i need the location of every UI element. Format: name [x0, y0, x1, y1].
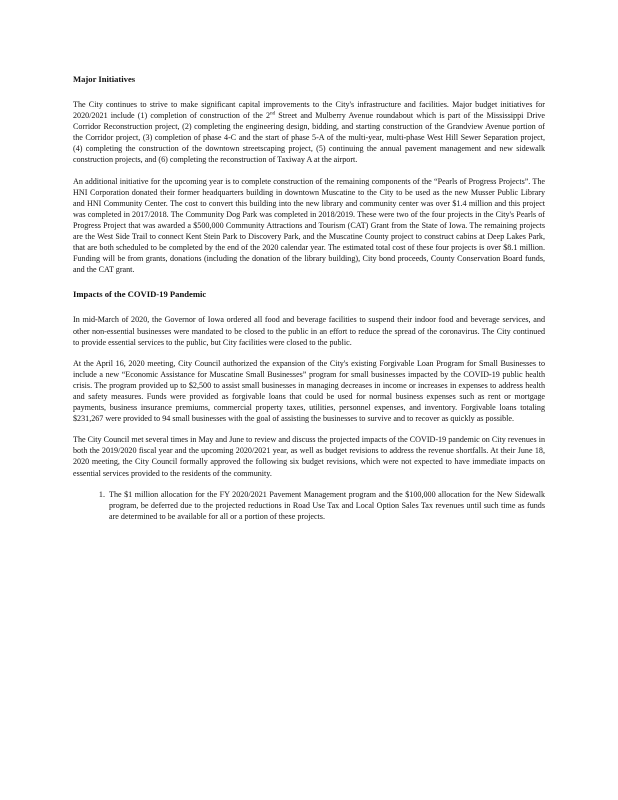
paragraph: In mid-March of 2020, the Governor of Iowa ordered all food and beverage facilities to suspend their indoor food and beverage services, and other non-essential businesses were mandated to be closed to the public in an effort to reduce the spread of the coronavirus. The City continued to provide essential services to the public, but City facilities were closed to the public. — [73, 315, 545, 347]
paragraph: An additional initiative for the upcoming year is to complete construction of the remaining components of the “Pearls of Progress Projects”. The HNI Corporation donated their former headquarters building in downtown Muscatine to the City to be used as the new Musser Public Library and HNI Community Center. The cost to convert this building into the new library and community center was over $1.4 million and this project was completed in 2017/2018. The Community Dog Park was completed in 2018/2019. These were two of the four projects in the City's Pearls of Progress Project that was awarded a $500,000 Community Attractions and Tourism (CAT) Grant from the State of Iowa. The remaining projects are the West Side Trail to connect Kent Stein Park to Discovery Park, and the Muscatine County project to construct cabins at Deep Lakes Park, that are both scheduled to be completed by the end of the 2020 calendar year. The estimated total cost of these four projects is over $8.1 million. Funding will be from grants, donations (including the donation of the library building), City bond proceeds, County Conservation Board funds, and the CAT grant. — [73, 176, 545, 275]
paragraph: The City continues to strive to make significant capital improvements to the City's infrastructure and facilities. Major budget initiatives for 2020/2021 include (1) completion of construction of the 2nd Street and Mulberry Avenue roundabout which is part of the Mississippi Drive Corridor Reconstruction project, (2) completing the engineering design, bidding, and starting construction of the Grandview Avenue portion of the Corridor project, (3) completion of phase 4-C and the start of phase 5-A of the multi-year, multi-phase West Hill Sewer Separation project, (4) completing the construction of the downtown streetscaping project, (5) continuing the annual pavement management and new sidewalk construction projects, and (6) completing the reconstruction of Taxiway A at the airport. — [73, 100, 545, 165]
section-heading-major-initiatives: Major Initiatives — [73, 74, 136, 84]
list-item: 1. The $1 million allocation for the FY 2020/2021 Pavement Management program and the $100,000 allocation for the New Sidewalk program, be deferred due to the projected reductions in Road Use Tax and Local Option Sales Tax revenues until such time as funds are determined to be available for all or a portion of these projects. — [107, 489, 545, 522]
budget-revisions-list — [73, 489, 545, 522]
paragraph: The City Council met several times in May and June to review and discuss the projected impacts of the COVID-19 pandemic on City revenues in both the 2019/2020 fiscal year and the upcoming 2020/2021 year, as well as budget revisions to address the revenue shortfalls. At their June 18, 2020 meeting, the City Council formally approved the following six budget revisions, which were not expected to have immediate impacts on essential services provided to the residents of the community. — [73, 435, 545, 478]
paragraph: At the April 16, 2020 meeting, City Council authorized the expansion of the City's existing Forgivable Loan Program for Small Businesses to include a new “Economic Assistance for Muscatine Small Businesses” program for small businesses impacted by the COVID-19 public health crisis. The program provided up to $2,500 to assist small businesses in managing decreases in income or increases in expenses to address health and safety measures. Funds were provided as forgivable loans that could be used for normal business expenses such as rent or mortgage payments, business insurance premiums, commercial property taxes, utilities, personnel expenses, and inventory. Forgivable loans totaling $231,267 were provided to 94 small businesses with the goal of assisting the businesses to survive and to recover as quickly as possible. — [73, 358, 545, 424]
section-heading-covid-impacts: Impacts of the COVID-19 Pandemic — [73, 289, 207, 300]
